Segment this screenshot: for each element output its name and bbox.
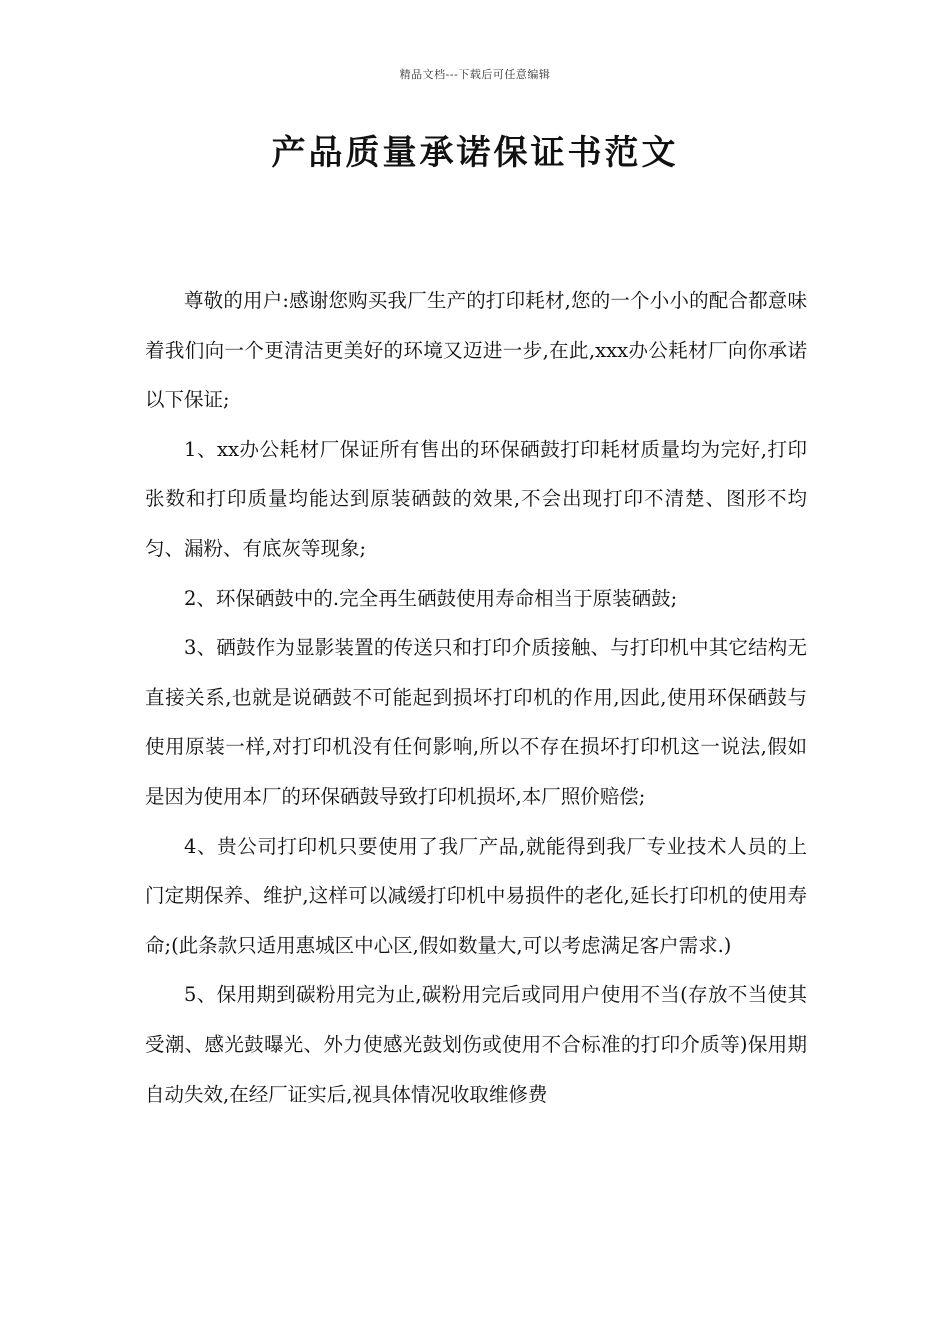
paragraph-item-4: 4、贵公司打印机只要使用了我厂产品,就能得到我厂专业技术人员的上门定期保养、维护,这样可以减缓打印机中易损件的老化,延长打印机的使用寿命;(此条款只适用惠城区中心区,假如数量大,可以考虑满足客户需求.) bbox=[145, 834, 807, 957]
paragraph-item-2: 2、环保硒鼓中的.完全再生硒鼓使用寿命相当于原装硒鼓; bbox=[184, 586, 678, 610]
header-note: 精品文档---下载后可任意编辑 bbox=[399, 68, 551, 81]
paragraph-item-5: 5、保用期到碳粉用完为止,碳粉用完后或同用户使用不当(存放不当使其受潮、感光鼓曝光、外力使感光鼓划伤或使用不合标准的打印介质等)保用期自动失效,在经厂证实后,视具体情况收取维修费 bbox=[145, 983, 807, 1106]
paragraph-item-1: 1、xx办公耗材厂保证所有售出的环保硒鼓打印耗材质量均为完好,打印张数和打印质量均能达到原装硒鼓的效果,不会出现打印不清楚、图形不均匀、漏粉、有底灰等现象; bbox=[145, 437, 807, 560]
document-title: 产品质量承诺保证书范文 bbox=[271, 133, 679, 173]
paragraph-item-3: 3、硒鼓作为显影装置的传送只和打印介质接触、与打印机中其它结构无直接关系,也就是说硒鼓不可能起到损坏打印机的作用,因此,使用环保硒鼓与使用原装一样,对打印机没有任何影响,所以不存在损坏打印机这一说法,假如是因为使用本厂的环保硒鼓导致打印机损坏,本厂照价赔偿; bbox=[145, 636, 807, 808]
document-body bbox=[145, 276, 807, 1119]
paragraph-greeting: 尊敬的用户:感谢您购买我厂生产的打印耗材,您的一个小小的配合都意味着我们向一个更清洁更美好的环境又迈进一步,在此,xxx办公耗材厂向你承诺以下保证; bbox=[145, 289, 807, 412]
